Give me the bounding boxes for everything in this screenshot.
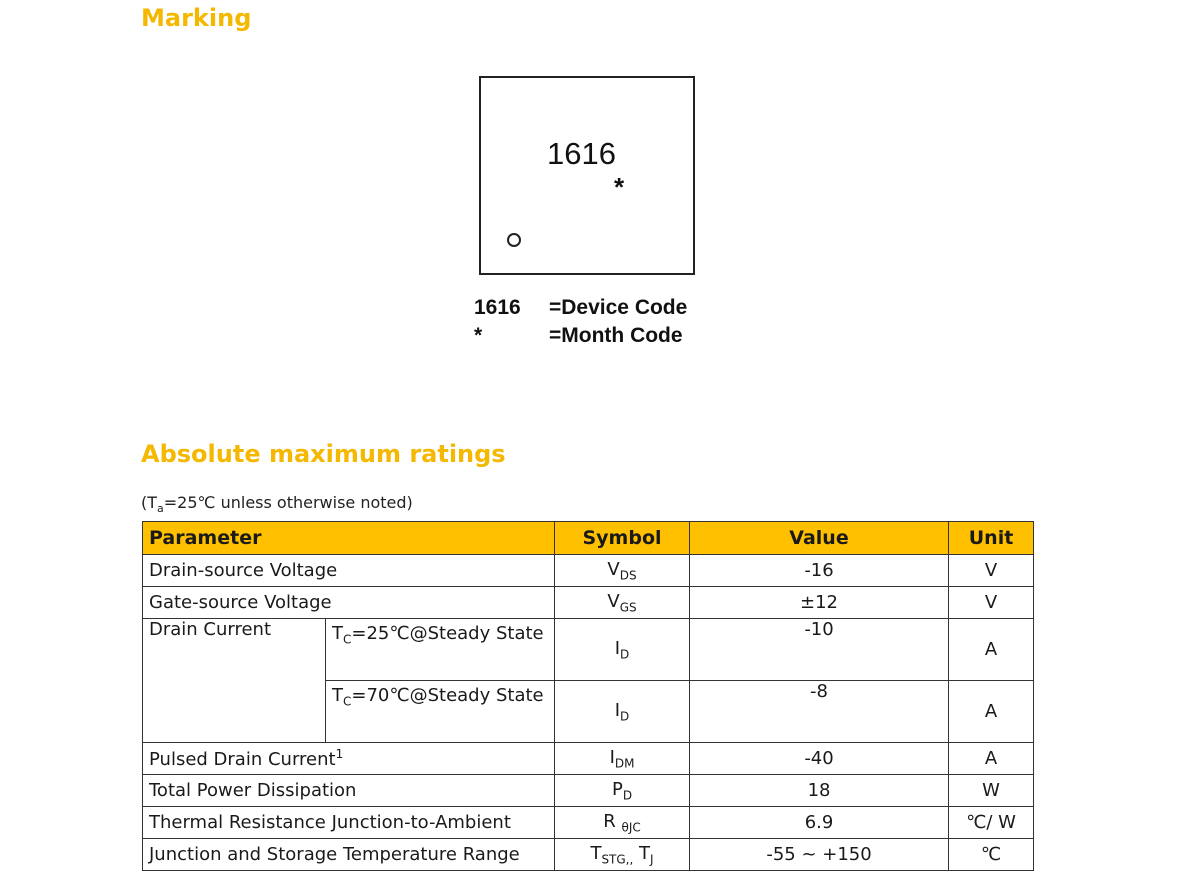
- unit-cell: A: [949, 743, 1034, 775]
- chip-device-code: 1616: [547, 136, 616, 171]
- chip-marking-diagram: [479, 76, 695, 275]
- note-text: =25℃ unless otherwise noted): [163, 493, 413, 512]
- symbol-cell: $P_D$: [555, 775, 690, 807]
- unit-cell: ℃/ W: [949, 807, 1034, 839]
- parameter-cell: Pulsed Drain Current$^1$: [143, 743, 555, 775]
- condition-cell: $T_C=25℃@Steady$ State: [326, 619, 555, 681]
- legend-key: 1616: [474, 296, 521, 319]
- table-row: [143, 587, 1034, 619]
- symbol-cell: $I_{DM}$: [555, 743, 690, 775]
- table-row: [143, 555, 1034, 587]
- table-row: [143, 807, 1034, 839]
- value-cell: 18: [690, 775, 949, 807]
- unit-cell: A: [949, 619, 1034, 681]
- marking-title: Marking: [141, 4, 252, 32]
- ratings-condition-note: [141, 493, 413, 515]
- condition-cell: $T_C=70℃@Steady$ State: [326, 681, 555, 743]
- note-text: (T: [141, 493, 158, 512]
- unit-cell: A: [949, 681, 1034, 743]
- symbol-cell: $I_D$: [555, 619, 690, 681]
- symbol-cell: $V_{GS}$: [555, 587, 690, 619]
- table-row: [143, 775, 1034, 807]
- unit-cell: W: [949, 775, 1034, 807]
- parameter-cell: Thermal Resistance Junction-to-Ambient: [143, 807, 555, 839]
- table-row: [143, 839, 1034, 871]
- chip-month-mark: *: [614, 172, 625, 202]
- table-row: [143, 619, 1034, 681]
- parameter-cell: Drain-source Voltage: [143, 555, 555, 587]
- parameter-cell: Drain Current: [143, 619, 326, 743]
- header-symbol: Symbol: [555, 522, 690, 555]
- parameter-cell: Junction and Storage Temperature Range: [143, 839, 555, 871]
- unit-cell: V: [949, 587, 1034, 619]
- legend-value: =Device Code: [549, 296, 688, 319]
- value-cell: -8: [690, 681, 949, 743]
- header-value: Value: [690, 522, 949, 555]
- symbol-cell: R $_{\theta JC}$: [555, 807, 690, 839]
- value-cell: -10: [690, 619, 949, 681]
- table-row: [143, 743, 1034, 775]
- parameter-cell: Gate-source Voltage: [143, 587, 555, 619]
- value-cell: -55 ~ +150: [690, 839, 949, 871]
- value-cell: 6.9: [690, 807, 949, 839]
- unit-cell: V: [949, 555, 1034, 587]
- table-header-row: [143, 522, 1034, 555]
- symbol-cell: $I_D$: [555, 681, 690, 743]
- value-cell: -16: [690, 555, 949, 587]
- header-unit: Unit: [949, 522, 1034, 555]
- unit-cell: ℃: [949, 839, 1034, 871]
- legend-value: =Month Code: [549, 324, 683, 347]
- symbol-cell: $V_{DS}$: [555, 555, 690, 587]
- header-parameter: Parameter: [143, 522, 555, 555]
- value-cell: ±12: [690, 587, 949, 619]
- parameter-cell: Total Power Dissipation: [143, 775, 555, 807]
- ratings-title: Absolute maximum ratings: [141, 440, 506, 468]
- symbol-cell: $T_{STG,,}$ $T_J$: [555, 839, 690, 871]
- value-cell: -40: [690, 743, 949, 775]
- ratings-table: [142, 521, 1034, 871]
- legend-key: *: [474, 324, 483, 347]
- note-subscript: a: [157, 502, 164, 516]
- pin1-indicator-icon: [507, 233, 521, 247]
